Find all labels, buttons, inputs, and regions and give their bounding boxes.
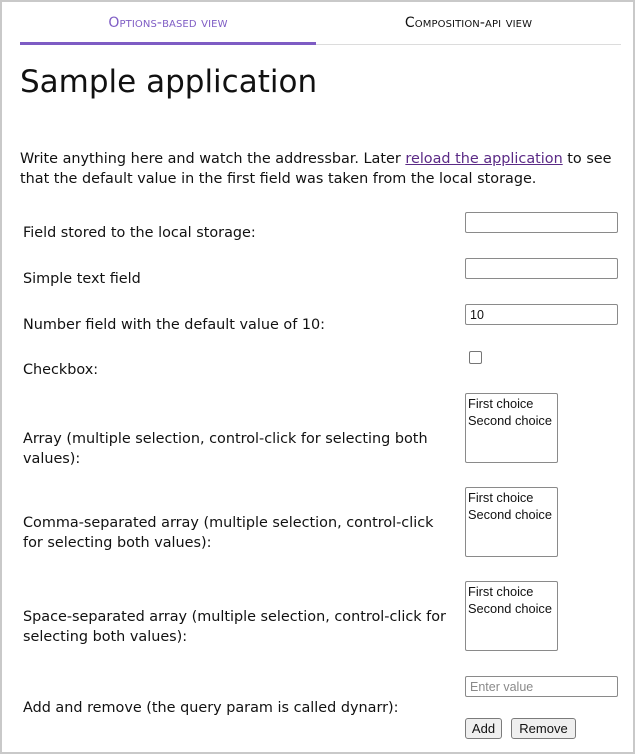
tab-options-based-view-label: Options-based view xyxy=(108,15,228,31)
reload-application-link[interactable]: reload the application xyxy=(405,151,563,167)
array-option-second[interactable]: Second choice xyxy=(468,413,552,428)
space-array-select[interactable] xyxy=(465,581,558,651)
remove-button[interactable]: Remove xyxy=(511,718,576,739)
comma-array-field-label: Comma-separated array (multiple selection, control-click for selecting both values): xyxy=(23,515,434,551)
intro-text-before: Write anything here and watch the addressbar. Later xyxy=(20,151,406,167)
checkbox-label: Checkbox: xyxy=(23,362,99,378)
add-button[interactable]: Add xyxy=(465,718,502,739)
array-select[interactable] xyxy=(465,393,558,463)
view-tabs xyxy=(20,2,621,45)
local-storage-input[interactable] xyxy=(465,212,618,233)
tab-composition-api-view-label: Composition-api view xyxy=(404,15,533,31)
tab-options-based-view[interactable] xyxy=(20,2,316,45)
comma-array-option-second[interactable]: Second choice xyxy=(468,507,552,522)
number-input[interactable] xyxy=(465,304,618,325)
dynarr-field-label: Add and remove (the query param is called dynarr): xyxy=(23,700,399,716)
intro-text-after: to see that the default value in the first field was taken from the local storage. xyxy=(20,151,612,187)
simple-text-input[interactable] xyxy=(465,258,618,279)
dynarr-value-input[interactable] xyxy=(465,676,618,697)
page-title: Sample application xyxy=(20,64,318,100)
intro-paragraph xyxy=(20,149,625,189)
tab-composition-api-view[interactable] xyxy=(316,2,621,45)
checkbox-input[interactable] xyxy=(469,351,482,364)
comma-array-option-first[interactable]: First choice xyxy=(468,490,534,505)
number-field-label: Number field with the default value of 10: xyxy=(23,317,325,333)
space-array-field-label: Space-separated array (multiple selection, control-click for selecting both values): xyxy=(23,609,446,645)
active-tab-underline xyxy=(20,42,316,45)
array-option-first[interactable]: First choice xyxy=(468,396,534,411)
space-array-option-first[interactable]: First choice xyxy=(468,584,534,599)
space-array-option-second[interactable]: Second choice xyxy=(468,601,552,616)
simple-text-field-label: Simple text field xyxy=(23,271,141,287)
local-storage-field-label: Field stored to the local storage: xyxy=(23,225,256,241)
array-field-label: Array (multiple selection, control-click for selecting both values): xyxy=(23,431,428,467)
comma-array-select[interactable] xyxy=(465,487,558,557)
